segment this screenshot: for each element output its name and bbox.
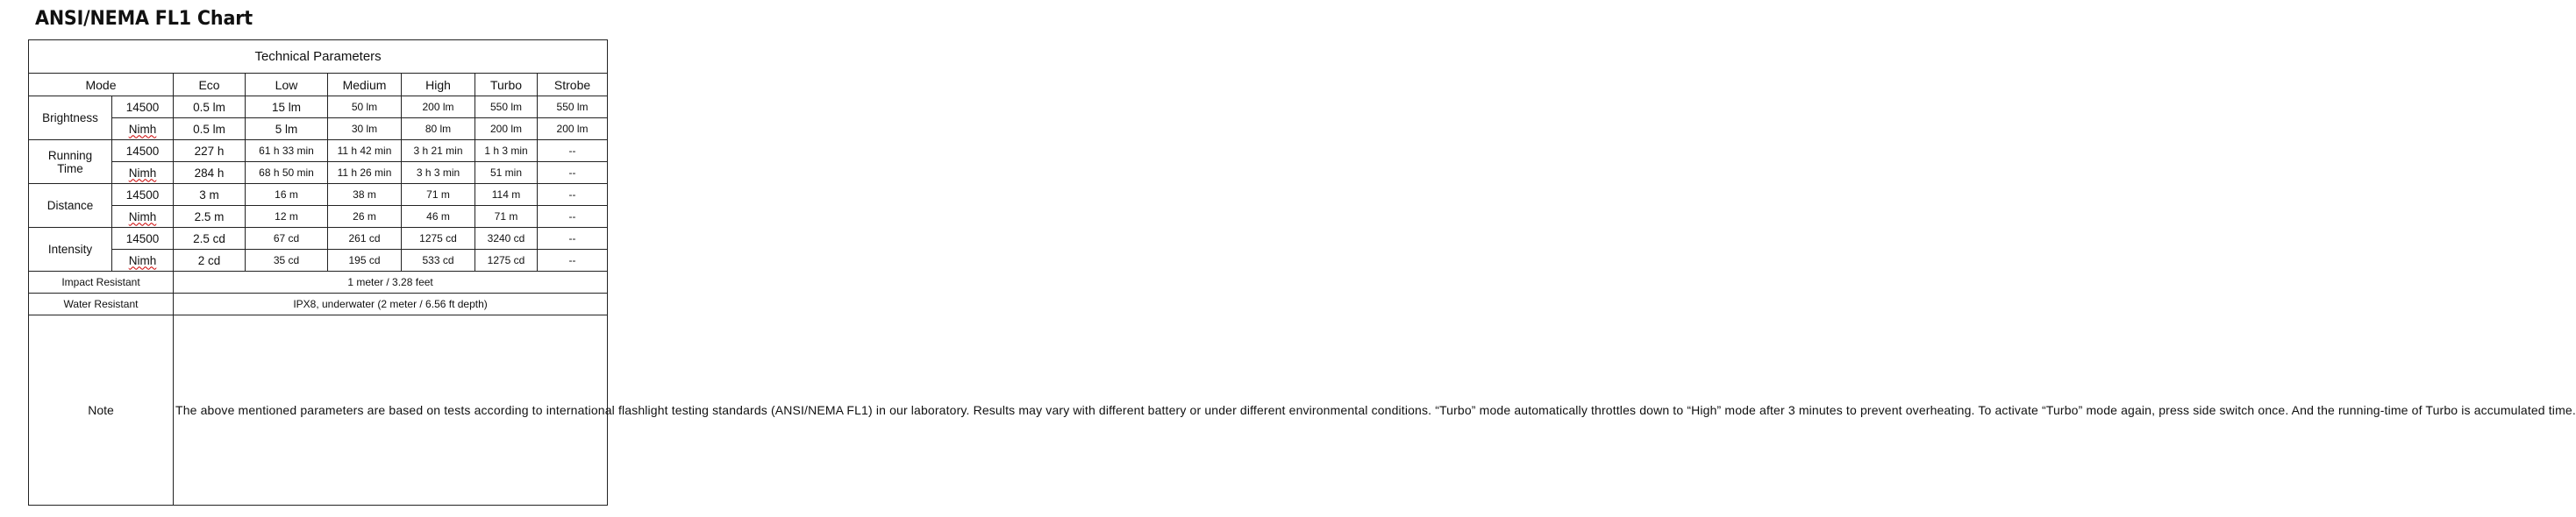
battery-label: 14500 — [112, 184, 174, 206]
cell: 2.5 cd — [174, 228, 246, 250]
cell: 35 cd — [246, 250, 328, 272]
cell: 51 min — [475, 162, 538, 184]
cell: 0.5 lm — [174, 96, 246, 118]
cell: 30 lm — [328, 118, 402, 140]
cell: 227 h — [174, 140, 246, 162]
cell: 114 m — [475, 184, 538, 206]
note-label: Note — [29, 315, 174, 506]
intensity-label: Intensity — [29, 228, 112, 272]
cell: 15 lm — [246, 96, 328, 118]
cell: 550 lm — [538, 96, 608, 118]
cell: 200 lm — [475, 118, 538, 140]
cell: 284 h — [174, 162, 246, 184]
running-time-label-line1: Running — [47, 148, 93, 162]
cell: 11 h 42 min — [328, 140, 402, 162]
brightness-label: Brightness — [29, 96, 112, 140]
impact-resistant-label: Impact Resistant — [29, 272, 174, 294]
cell: 71 m — [475, 206, 538, 228]
cell: 50 lm — [328, 96, 402, 118]
cell: -- — [538, 250, 608, 272]
cell: 550 lm — [475, 96, 538, 118]
table-row — [29, 162, 608, 184]
battery-label: Nimh — [128, 166, 157, 180]
cell: 2 cd — [174, 250, 246, 272]
cell: 200 lm — [538, 118, 608, 140]
cell: 1275 cd — [475, 250, 538, 272]
cell: 3 m — [174, 184, 246, 206]
distance-label: Distance — [29, 184, 112, 228]
cell: 533 cd — [402, 250, 475, 272]
cell: -- — [538, 206, 608, 228]
battery-label: 14500 — [112, 228, 174, 250]
page-title: ANSI/NEMA FL1 Chart — [35, 8, 253, 30]
cell: 1 h 3 min — [475, 140, 538, 162]
cell: 200 lm — [402, 96, 475, 118]
cell: 71 m — [402, 184, 475, 206]
water-resistant-label: Water Resistant — [29, 294, 174, 315]
mode-label: Mode — [29, 74, 174, 96]
cell: 68 h 50 min — [246, 162, 328, 184]
battery-label: 14500 — [112, 140, 174, 162]
cell: 2.5 m — [174, 206, 246, 228]
cell: 12 m — [246, 206, 328, 228]
table-row — [29, 206, 608, 228]
cell: 195 cd — [328, 250, 402, 272]
cell: 26 m — [328, 206, 402, 228]
cell: 46 m — [402, 206, 475, 228]
cell: 67 cd — [246, 228, 328, 250]
cell: 3240 cd — [475, 228, 538, 250]
cell: 261 cd — [328, 228, 402, 250]
cell: 3 h 21 min — [402, 140, 475, 162]
table-row — [29, 294, 608, 315]
table-row — [29, 272, 608, 294]
table-row — [29, 250, 608, 272]
mode-low: Low — [246, 74, 328, 96]
running-time-label — [29, 140, 112, 184]
battery-label: Nimh — [128, 122, 157, 136]
table-row — [29, 184, 608, 206]
table-caption: Technical Parameters — [29, 40, 608, 74]
battery-label: Nimh — [128, 253, 157, 267]
table-row — [29, 96, 608, 118]
cell: -- — [538, 228, 608, 250]
cell: 11 h 26 min — [328, 162, 402, 184]
cell: 1275 cd — [402, 228, 475, 250]
mode-high: High — [402, 74, 475, 96]
technical-parameters-table — [28, 39, 2576, 506]
cell: 5 lm — [246, 118, 328, 140]
battery-label: Nimh — [128, 209, 157, 223]
battery-label: 14500 — [112, 96, 174, 118]
water-resistant-value: IPX8, underwater (2 meter / 6.56 ft depth) — [174, 294, 608, 315]
note-text: The above mentioned parameters are based on tests according to international flashlight testing standards (ANSI/NEMA FL1) in our laboratory. Results may vary with different battery or under different environmental conditions. “Turbo” mode automatically throttles down to “High” mode after 3 minutes to prevent overheating. To activate “Turbo” mode again, press side switch once. And the running-time of Turbo is accumulated time. — [174, 315, 608, 506]
mode-eco: Eco — [174, 74, 246, 96]
mode-strobe: Strobe — [538, 74, 608, 96]
table-row — [29, 140, 608, 162]
cell: 80 lm — [402, 118, 475, 140]
mode-header-row — [29, 74, 608, 96]
cell: -- — [538, 184, 608, 206]
table-row — [29, 315, 608, 506]
mode-medium: Medium — [328, 74, 402, 96]
cell: 38 m — [328, 184, 402, 206]
mode-turbo: Turbo — [475, 74, 538, 96]
running-time-label-line2: Time — [57, 161, 83, 175]
cell: 16 m — [246, 184, 328, 206]
cell: -- — [538, 162, 608, 184]
cell: 0.5 lm — [174, 118, 246, 140]
table-row — [29, 228, 608, 250]
cell: 3 h 3 min — [402, 162, 475, 184]
impact-resistant-value: 1 meter / 3.28 feet — [174, 272, 608, 294]
table-row — [29, 118, 608, 140]
cell: 61 h 33 min — [246, 140, 328, 162]
cell: -- — [538, 140, 608, 162]
